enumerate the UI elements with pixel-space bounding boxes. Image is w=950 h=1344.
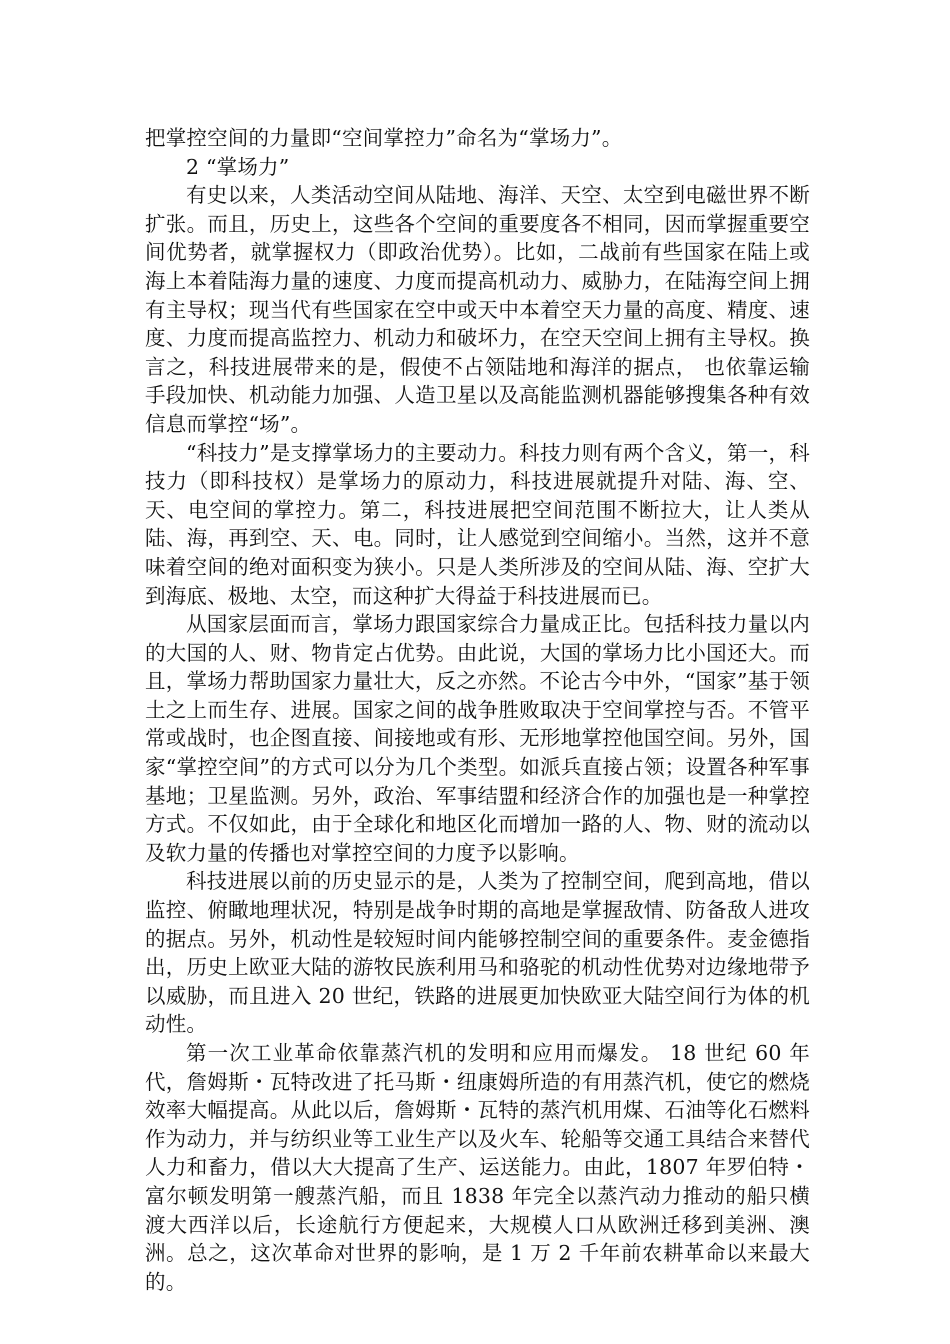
- paragraph-2: “科技力”是支撑掌场力的主要动力。科技力则有两个含义，第一，科技力（即科技权）是掌场力的原动力，科技进展就提升对陆、海、空、天、电空间的掌控力。第二，科技进展把空间范围不断拉大，让人类从陆、海，再到空、天、电。同时，让人感觉到空间缩小。当然，这并不意味着空间的绝对面积变为狭小。只是人类所涉及的空间从陆、海、空扩大到海底、极地、太空，而这种扩大得益于科技进展而已。: [145, 440, 810, 608]
- section-heading: 2 “掌场力”: [186, 154, 290, 179]
- paragraph-4: 科技进展以前的历史显示的是，人类为了控制空间，爬到高地，借以监控、俯瞰地理状况，特别是战争时期的高地是掌握敌情、防备敌人进攻的据点。另外，机动性是较短时间内能够控制空间的重要条件。麦金德指出，历史上欧亚大陆的游牧民族利用马和骆驼的机动性优势对边缘地带予以威胁，而且进入 20 世纪，铁路的进展更加快欧亚大陆空间行为体的机动性。: [145, 869, 810, 1037]
- lead-line: 把掌控空间的力量即“空间掌控力”命名为“掌场力”。: [145, 126, 623, 150]
- paragraph-3: 从国家层面而言，掌场力跟国家综合力量成正比。包括科技力量以内的大国的人、财、物肯定占优势。由此说，大国的掌场力比小国还大。而且，掌场力帮助国家力量壮大，反之亦然。不论古今中外，“国家”基于领土之上而生存、进展。国家之间的战争胜败取决于空间掌控与否。不管平常或战时，也企图直接、间接地或有形、无形地掌控他国空间。另外，国家“掌控空间”的方式可以分为几个类型。如派兵直接占领；设置各种军事基地；卫星监测。另外，政治、军事结盟和经济合作的加强也是一种掌控方式。不仅如此，由于全球化和地区化而增加一路的人、物、财的流动以及软力量的传播也对掌控空间的力度予以影响。: [145, 612, 810, 865]
- paragraph-1: 有史以来，人类活动空间从陆地、海洋、天空、太空到电磁世界不断扩张。而且，历史上，这些各个空间的重要度各不相同，因而掌握重要空间优势者，就掌握权力（即政治优势）。比如，二战前有些国家在陆上或海上本着陆海力量的速度、力度而提高机动力、威胁力，在陆海空间上拥有主导权；现当代有些国家在空中或天中本着空天力量的高度、精度、速度、力度而提高监控力、机动力和破坏力，在空天空间上拥有主导权。换言之，科技进展带来的是，假使不占领陆地和海洋的据点， 也依靠运输手段加快、机动能力加强、人造卫星以及高能监测机器能够搜集各种有效信息而掌控“场”。: [145, 183, 810, 436]
- paragraph-5: 第一次工业革命依靠蒸汽机的发明和应用而爆发。 18 世纪 60 年代，詹姆斯・瓦特改进了托马斯・纽康姆所造的有用蒸汽机，使它的燃烧效率大幅提高。从此以后，詹姆斯・瓦特的蒸汽机用煤、石油等化石燃料作为动力，并与纺织业等工业生产以及火车、轮船等交通工具结合来替代人力和畜力，借以大大提高了生产、运送能力。由此，1807 年罗伯特・富尔顿发明第一艘蒸汽船，而且 1838 年完全以蒸汽动力推动的船只横渡大西洋以后，长途航行方便起来，大规模人口从欧洲迁移到美洲、澳洲。总之，这次革命对世界的影响，是 1 万 2 千年前农耕革命以来最大的。: [145, 1041, 810, 1294]
- document-page: [145, 124, 810, 1296]
